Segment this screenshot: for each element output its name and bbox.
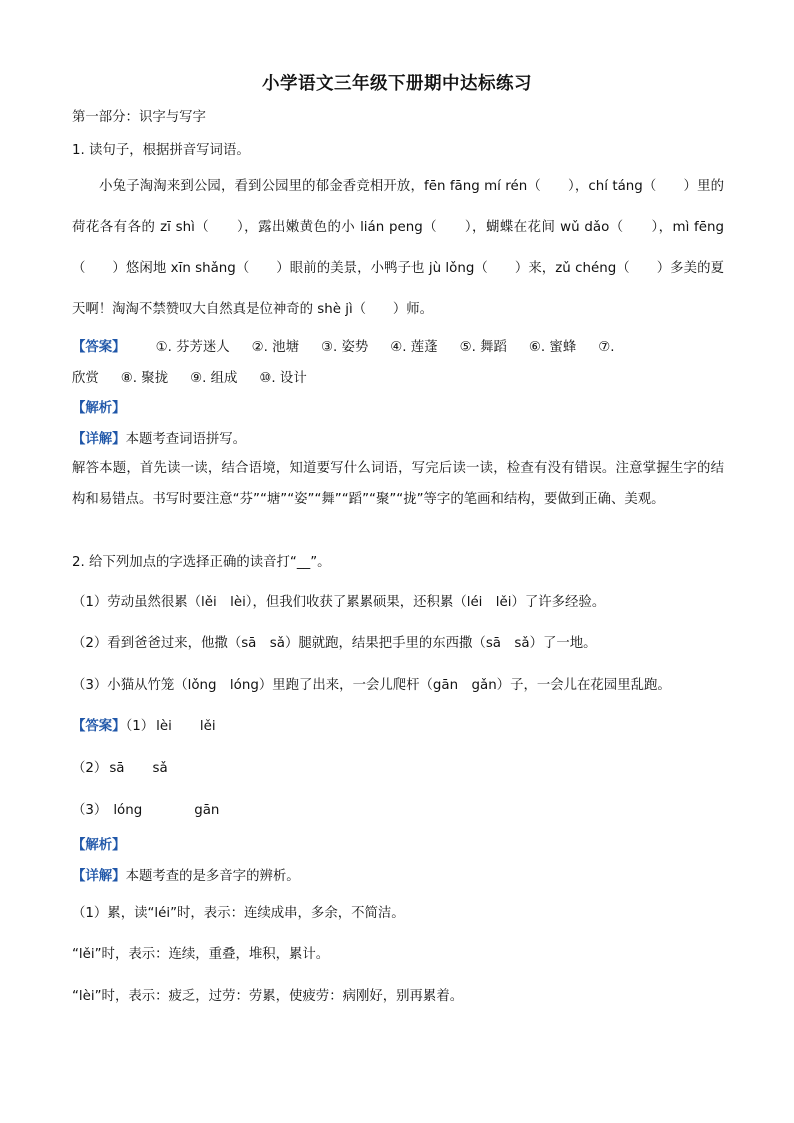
q2-note-2: “lěi”时，表示：连续，重叠，堆积，累计。	[72, 947, 330, 962]
answer-item: ①. 芬芳迷人	[155, 340, 230, 355]
answer-item: ③. 姿势	[320, 340, 369, 355]
q2-detail	[72, 867, 300, 887]
answer-reading: sǎ	[152, 761, 168, 776]
q1-analysis-tag: 【解析】	[72, 401, 126, 416]
detail-text: 本题考查的是多音字的辨析。	[125, 869, 300, 884]
answer-prefix: （3）	[72, 803, 108, 818]
part1-heading: 第一部分：识字与写字	[72, 110, 206, 125]
answer-item: ⑦.	[598, 340, 615, 355]
answer-reading: lěi	[199, 719, 216, 734]
q2-item-2: （2）看到爸爸过来，他撒（sā sǎ）腿就跑，结果把手里的东西撒（sā sǎ）了一地。	[72, 636, 597, 651]
q2-answer-row-1	[72, 717, 216, 737]
document-title: 小学语文三年级下册期中达标练习	[262, 74, 532, 94]
answer-item: ②. 池塘	[251, 340, 299, 355]
q2-note-3: “lèi”时，表示：疲乏，过劳：劳累，使疲劳：病刚好，别再累着。	[72, 989, 464, 1004]
q1-answer-line-1	[72, 338, 614, 358]
answer-reading: gān	[194, 803, 220, 818]
q1-passage	[72, 166, 724, 330]
answer-tag: 【答案】	[72, 719, 126, 734]
q2-note-1: （1）累，读“léi”时，表示：连续成串，多余，不简洁。	[72, 906, 405, 921]
answer-prefix: （2）	[72, 761, 108, 776]
answer-tag: 【答案】	[72, 340, 126, 355]
q1-detail	[72, 430, 246, 450]
answer-reading: lóng	[113, 803, 143, 818]
q2-answer-row-3	[72, 801, 219, 821]
q2-analysis-tag: 【解析】	[72, 838, 126, 853]
q1-explanation: 解答本题，首先读一读，结合语境，知道要写什么词语，写完后读一读，检查有没有错误。注意掌握生字的结构和易错点。书写时要注意“芬”“塘”“姿”“舞”“蹈”“聚”“拢”等字的笔画和结构，要做到正确、美观。	[72, 461, 724, 507]
q1-prompt: 1. 读句子，根据拼音写词语。	[72, 143, 250, 158]
q2-answer-row-2	[72, 759, 168, 779]
detail-tag: 【详解】	[72, 869, 126, 884]
answer-prefix: （1）	[125, 719, 155, 734]
answer-item: ⑤. 舞蹈	[459, 340, 507, 355]
detail-tag: 【详解】	[72, 432, 126, 447]
q1-passage-text: 小兔子淘淘来到公园，看到公园里的郁金香竞相开放，fēn fāng mí rén（ ），chí táng（ ）里的荷花各有各的 zī shì（ ），露出嫩黄色的小 lián peng（ ），蝴蝶在花间 wǔ dǎo（ ），mì fēng（ ）悠闲地 xīn shǎng（ ）眼前的美景，小鸭子也 jù lǒng（ ）来，zǔ chéng（ ）多美的夏天啊！淘淘不禁赞叹大自然真是位神奇的 shè jì（ ）师。	[72, 179, 724, 317]
answer-item: ⑧. 聚拢	[120, 371, 169, 386]
q1-answer-line-2	[72, 369, 307, 389]
answer-reading: sā	[109, 761, 125, 776]
answer-item: 欣赏	[72, 371, 99, 386]
answer-item: ⑩. 设计	[259, 371, 307, 386]
answer-reading: lèi	[156, 719, 172, 734]
answer-item: ⑨. 组成	[190, 371, 238, 386]
q2-item-3: （3）小猫从竹笼（lǒng lóng）里跑了出来，一会儿爬杆（gān gǎn）子，一会儿在花园里乱跑。	[72, 678, 671, 693]
answer-item: ⑥. 蜜蜂	[528, 340, 577, 355]
detail-text: 本题考查词语拼写。	[125, 432, 247, 447]
q2-prompt: 2. 给下列加点的字选择正确的读音打“__”。	[72, 555, 331, 570]
answer-item: ④. 莲蓬	[390, 340, 438, 355]
q2-item-1: （1）劳动虽然很累（lěi lèi），但我们收获了累累硕果，还积累（léi lěi）了许多经验。	[72, 595, 606, 610]
